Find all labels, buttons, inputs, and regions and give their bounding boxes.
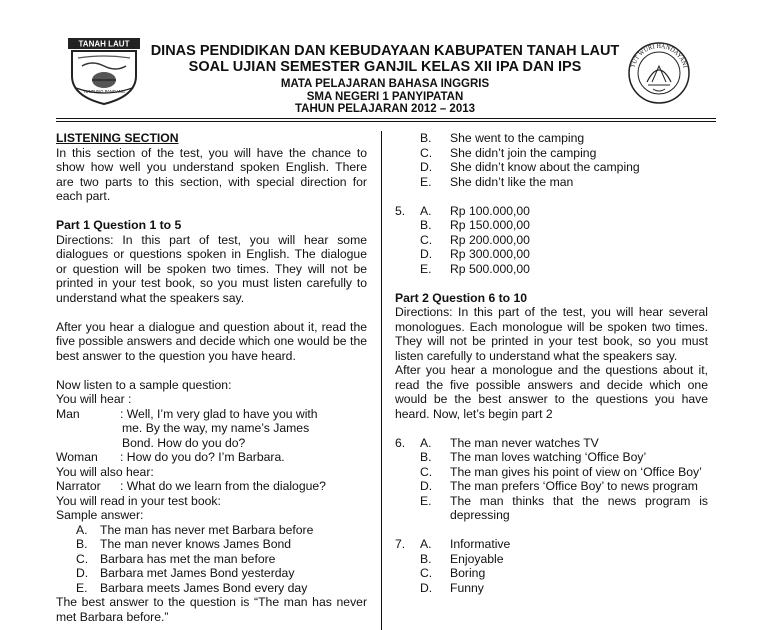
- option-text: She didn’t like the man: [450, 174, 574, 189]
- header-rule-bottom: [56, 121, 716, 122]
- header-year: TAHUN PELAJARAN 2012 – 2013: [294, 103, 476, 115]
- option-letter: A.: [76, 522, 88, 537]
- option-text: Rp 300.000,00: [450, 247, 530, 261]
- you-will-also-hear: You will also hear:: [56, 464, 154, 479]
- q6-option-e: [395, 494, 708, 523]
- you-will-read: You will read in your test book:: [56, 493, 221, 508]
- tut-wuri-handayani-logo: [620, 40, 698, 106]
- option-text: Informative: [450, 537, 511, 551]
- header-subject: MATA PELAJARAN BAHASA INGGRIS: [280, 78, 490, 90]
- option-text: Rp 150.000,00: [450, 218, 530, 232]
- question-number: 7.: [395, 537, 406, 551]
- option-text: Rp 200.000,00: [450, 232, 530, 247]
- dialogue-woman: [56, 450, 367, 465]
- sample-option-a: [56, 523, 367, 538]
- dialogue-man: [56, 407, 367, 422]
- option-text: The man prefers ‘Office Boy’ to news program: [450, 479, 698, 493]
- option-letter: D.: [420, 479, 433, 493]
- sample-intro: Now listen to a sample question:: [56, 377, 232, 392]
- option-letter: D.: [420, 247, 433, 261]
- header-school: SMA NEGERI 1 PANYIPATAN: [306, 91, 464, 103]
- option-text: Boring: [450, 566, 486, 580]
- option-letter: A.: [420, 203, 432, 218]
- option-text: Rp 500.000,00: [450, 261, 530, 276]
- q5-option-c: [395, 233, 708, 248]
- question-number: 5.: [395, 203, 406, 218]
- header-institution: DINAS PENDIDIKAN DAN KEBUDAYAAN KABUPATEN TANAH LAUT: [150, 43, 620, 59]
- option-text: Barbara meets James Bond every day: [100, 580, 308, 595]
- option-letter: B.: [420, 450, 432, 464]
- option-text: Barbara has met the man before: [100, 551, 276, 566]
- sample-option-c: [56, 552, 367, 567]
- q6-option-d: [395, 479, 708, 494]
- woman-line: : How do you do? I’m Barbara.: [120, 450, 285, 464]
- header-exam-title: SOAL UJIAN SEMESTER GANJIL KELAS XII IPA DAN IPS: [188, 59, 582, 75]
- q6-option-a: [395, 436, 708, 451]
- option-letter: A.: [420, 435, 432, 450]
- logo-left-title: TANAH LAUT: [78, 39, 130, 49]
- q6-option-b: [395, 450, 708, 465]
- option-letter: B.: [420, 551, 432, 566]
- option-text: The man never watches TV: [450, 435, 599, 450]
- part1-directions: Directions: In this part of test, you will hear some dialogues or questions spoken in English. The dialogue or question will be spoken two times. They will not be printed in your test book, so you must listen carefully to understand what the speakers say.: [56, 232, 367, 305]
- option-letter: C.: [420, 145, 433, 160]
- option-letter: E.: [420, 261, 432, 276]
- option-text: The man gives his point of view on ‘Office Boy’: [450, 464, 702, 479]
- option-text: The man has never met Barbara before: [100, 522, 314, 537]
- sample-option-e: [56, 581, 367, 596]
- q4-option-d: [395, 160, 708, 175]
- q7-option-d: [395, 581, 708, 596]
- option-text: She didn’t know about the camping: [450, 160, 640, 174]
- option-text: The man thinks that the news program is depressing: [450, 493, 708, 522]
- option-letter: D.: [420, 580, 433, 595]
- option-text: The man loves watching ‘Office Boy’: [450, 450, 647, 464]
- listening-section-title: LISTENING SECTION: [56, 131, 179, 145]
- option-text: She didn’t join the camping: [450, 145, 597, 160]
- sample-answer-label: Sample answer:: [56, 508, 144, 522]
- speaker-woman: Woman: [56, 450, 98, 464]
- dialogue-narrator: [56, 479, 367, 494]
- q7-option-a: [395, 537, 708, 552]
- option-letter: E.: [420, 174, 432, 189]
- q4-option-b: [395, 131, 708, 146]
- q4-option-c: [395, 146, 708, 161]
- option-text: Enjoyable: [450, 551, 504, 566]
- q5-option-a: [395, 204, 708, 219]
- man-line-1: : Well, I’m very glad to have you with: [120, 406, 318, 421]
- sample-option-d: [56, 566, 367, 581]
- logo-right-motto: TUT WURI HANDAYANI: [629, 42, 689, 69]
- option-letter: D.: [76, 566, 89, 580]
- option-letter: B.: [76, 537, 88, 551]
- man-line-3: Bond. How do you do?: [122, 435, 246, 450]
- option-letter: E.: [420, 493, 432, 508]
- option-text: Funny: [450, 580, 484, 595]
- option-letter: C.: [76, 551, 89, 566]
- logo-left-banner: TUNTUNG PANDANG: [82, 89, 126, 94]
- header-rule-top: [56, 118, 716, 119]
- best-answer: The best answer to the question is “The man has never met Barbara before.”: [56, 595, 367, 624]
- narrator-line: : What do we learn from the dialogue?: [120, 479, 326, 493]
- q6-option-c: [395, 465, 708, 480]
- option-text: The man never knows James Bond: [100, 537, 292, 551]
- sample-option-b: [56, 537, 367, 552]
- option-text: She went to the camping: [450, 131, 585, 145]
- option-letter: C.: [420, 232, 433, 247]
- option-letter: D.: [420, 160, 433, 174]
- option-letter: C.: [420, 464, 433, 479]
- option-text: Rp 100.000,00: [450, 203, 530, 218]
- you-will-hear: You will hear :: [56, 392, 132, 406]
- q5-option-e: [395, 262, 708, 277]
- option-letter: A.: [420, 537, 432, 551]
- tanah-laut-logo: [62, 36, 146, 106]
- right-column: [395, 131, 708, 595]
- q7-option-b: [395, 552, 708, 567]
- option-text: Barbara met James Bond yesterday: [100, 566, 295, 580]
- part1-after: After you hear a dialogue and question about it, read the five possible answers and decide which one would be the best answer to the question you have heard.: [56, 319, 367, 363]
- speaker-narrator: Narrator: [56, 479, 101, 493]
- option-letter: B.: [420, 218, 432, 232]
- part2-title: Part 2 Question 6 to 10: [395, 290, 528, 305]
- option-letter: C.: [420, 566, 433, 580]
- part2-after: After you hear a monologue and the questions about it, read the five possible answers and decide which one would be the best answer to the questions you have heard. Now, let’s begin part 2: [395, 363, 708, 421]
- part1-title: Part 1 Question 1 to 5: [56, 218, 182, 232]
- question-number: 6.: [395, 435, 406, 450]
- left-column: [56, 131, 367, 624]
- speaker-man: Man: [56, 406, 80, 421]
- man-line-2: me. By the way, my name’s James: [122, 421, 310, 435]
- q5-option-d: [395, 247, 708, 262]
- q7-option-c: [395, 566, 708, 581]
- column-divider: [381, 131, 382, 630]
- part2-directions: Directions: In this part of the test, you will hear several monologues. Each monologue will be spoken two times. They will not be printed in your test book, so you must listen carefully to understand what the speakers say.: [395, 305, 708, 363]
- option-letter: B.: [420, 131, 432, 145]
- listening-intro: In this section of the test, you will have the chance to show how well you understand spoken English. There are two parts to this section, with special direction for each part.: [56, 145, 367, 203]
- q4-option-e: [395, 175, 708, 190]
- q5-option-b: [395, 218, 708, 233]
- option-letter: E.: [76, 580, 88, 595]
